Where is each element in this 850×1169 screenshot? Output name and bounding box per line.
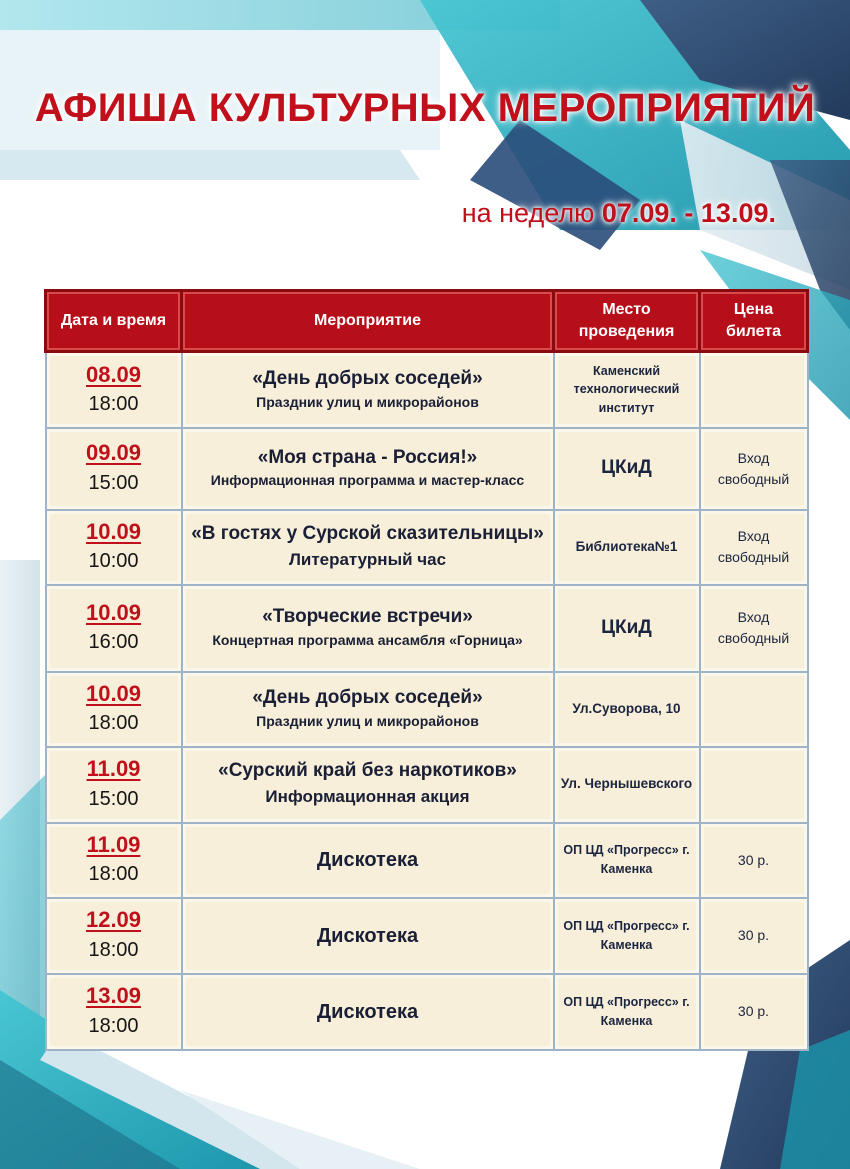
event-title: «День добрых соседей» bbox=[252, 367, 483, 389]
date-cell bbox=[46, 672, 182, 747]
place-cell: ОП ЦД «Прогресс» г. Каменка bbox=[554, 898, 700, 974]
date-cell bbox=[46, 747, 182, 823]
price-cell: 30 р. bbox=[700, 898, 808, 974]
event-cell bbox=[182, 823, 554, 898]
subtitle-dates: 07.09. - 13.09. bbox=[601, 198, 776, 228]
event-date: 10.09 bbox=[85, 599, 142, 625]
event-title: «Сурский край без наркотиков» bbox=[218, 760, 517, 782]
place-cell: Ул.Суворова, 10 bbox=[554, 672, 700, 747]
event-date: 11.09 bbox=[86, 831, 141, 857]
event-cell bbox=[182, 510, 554, 585]
event-title: Дискотека bbox=[316, 1000, 419, 1023]
event-time: 18:00 bbox=[88, 712, 139, 735]
event-cell bbox=[182, 585, 554, 672]
price-cell: 30 р. bbox=[700, 823, 808, 898]
event-title: Дискотека bbox=[316, 924, 419, 947]
event-description: Концертная программа ансамбля «Горница» bbox=[212, 631, 523, 648]
event-date: 10.09 bbox=[85, 680, 142, 706]
table-row bbox=[46, 428, 808, 510]
price-cell: Вход свободный bbox=[700, 585, 808, 672]
table-row bbox=[46, 823, 808, 898]
table-row bbox=[46, 974, 808, 1050]
table-row bbox=[46, 898, 808, 974]
page-title: АФИША КУЛЬТУРНЫХ МЕРОПРИЯТИЙ bbox=[34, 86, 816, 130]
table-row bbox=[46, 747, 808, 823]
event-description: Праздник улиц и микрорайонов bbox=[256, 393, 479, 410]
place-cell: Библиотека№1 bbox=[554, 510, 700, 585]
table-row bbox=[46, 672, 808, 747]
event-cell bbox=[182, 352, 554, 428]
place-cell: ЦКиД bbox=[554, 428, 700, 510]
date-cell bbox=[46, 823, 182, 898]
event-time: 10:00 bbox=[88, 550, 139, 573]
event-date: 12.09 bbox=[85, 907, 142, 933]
event-description: Праздник улиц и микрорайонов bbox=[256, 712, 479, 729]
date-cell bbox=[46, 510, 182, 585]
date-cell bbox=[46, 352, 182, 428]
event-description: Литературный час bbox=[288, 549, 447, 569]
price-cell bbox=[700, 747, 808, 823]
place-cell: Каменский технологический институт bbox=[554, 352, 700, 428]
place-cell: ОП ЦД «Прогресс» г. Каменка bbox=[554, 823, 700, 898]
event-time: 18:00 bbox=[88, 392, 139, 415]
price-cell: Вход свободный bbox=[700, 428, 808, 510]
place-cell: Ул. Чернышевского bbox=[554, 747, 700, 823]
event-date: 13.09 bbox=[85, 983, 142, 1009]
event-title: «Моя страна - Россия!» bbox=[257, 446, 478, 468]
price-cell: 30 р. bbox=[700, 974, 808, 1050]
header-date: Дата и время bbox=[46, 291, 182, 352]
event-cell bbox=[182, 672, 554, 747]
events-table bbox=[44, 289, 809, 1051]
table-row bbox=[46, 510, 808, 585]
event-title: «День добрых соседей» bbox=[252, 687, 483, 709]
event-title: «В гостях у Сурской сказительницы» bbox=[191, 522, 544, 544]
header-price: Цена билета bbox=[700, 291, 808, 352]
date-cell bbox=[46, 974, 182, 1050]
table-row bbox=[46, 352, 808, 428]
event-title: Дискотека bbox=[316, 849, 419, 871]
subtitle-prefix: на неделю bbox=[461, 198, 595, 228]
price-cell bbox=[700, 352, 808, 428]
event-time: 18:00 bbox=[88, 938, 139, 961]
table-row bbox=[46, 585, 808, 672]
place-cell: ОП ЦД «Прогресс» г. Каменка bbox=[554, 974, 700, 1050]
date-cell bbox=[46, 585, 182, 672]
event-description: Информационная акция bbox=[265, 787, 470, 807]
header-place: Место проведения bbox=[554, 291, 700, 352]
date-cell bbox=[46, 898, 182, 974]
price-cell bbox=[700, 672, 808, 747]
table-header-row bbox=[46, 291, 808, 352]
date-cell bbox=[46, 428, 182, 510]
event-time: 18:00 bbox=[88, 1014, 139, 1037]
header-event: Мероприятие bbox=[182, 291, 554, 352]
week-subtitle bbox=[462, 198, 776, 229]
event-date: 09.09 bbox=[85, 440, 142, 466]
event-time: 18:00 bbox=[88, 863, 139, 886]
event-cell bbox=[182, 428, 554, 510]
event-title: «Творческие встречи» bbox=[262, 606, 473, 628]
event-time: 15:00 bbox=[88, 471, 139, 494]
event-time: 15:00 bbox=[88, 787, 139, 810]
event-time: 16:00 bbox=[88, 631, 139, 654]
event-date: 10.09 bbox=[85, 518, 142, 544]
event-date: 08.09 bbox=[85, 361, 142, 387]
event-cell bbox=[182, 974, 554, 1050]
event-cell bbox=[182, 747, 554, 823]
event-date: 11.09 bbox=[86, 756, 141, 782]
event-cell bbox=[182, 898, 554, 974]
place-cell: ЦКиД bbox=[554, 585, 700, 672]
event-description: Информационная программа и мастер-класс bbox=[210, 472, 525, 489]
price-cell: Вход свободный bbox=[700, 510, 808, 585]
